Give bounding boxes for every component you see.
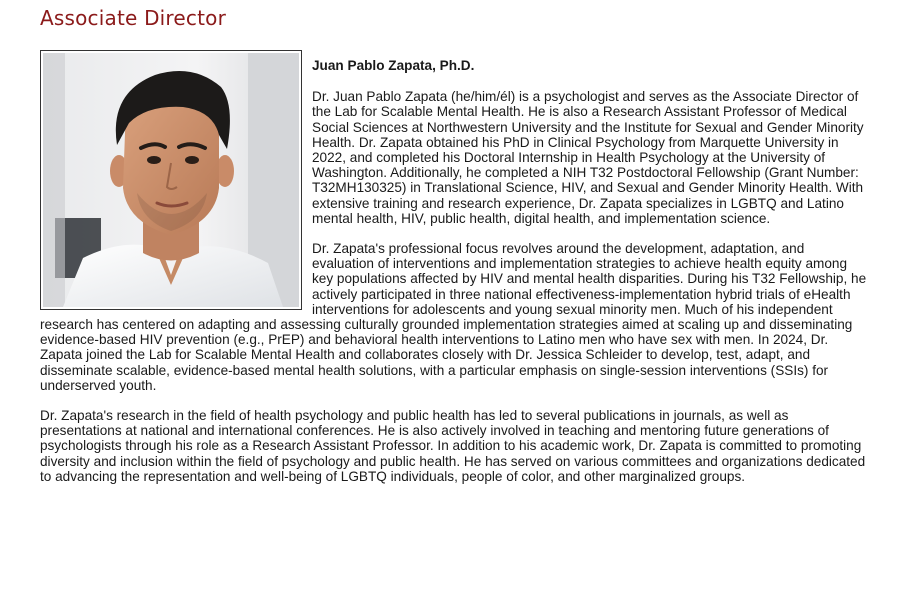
bio-paragraph-1: Dr. Juan Pablo Zapata (he/him/él) is a psychologist and serves as the Associate Director of the Lab for Scalable Mental Health. He is also a Research Assistant Professor of Medical Social Sciences at Northwestern University and the Institute for Sexual and Gender Minority Health. Dr. Zapata obtained his PhD in Clinical Psychology from Marquette University in 2022, and completed his Doctoral Internship in Health Psychology at the University of Washington. Additionally, he completed a NIH T32 Postdoctoral Fellowship (Grant Number: T32MH130325) in Translational Science, HIV, and Sexual and Gender Minority Health. With extensive training and research experience, Dr. Zapata specializes in LGBTQ and Latino mental health, HIV, public health, digital health, and implementation science.	[312, 89, 864, 226]
person-name: Juan Pablo Zapata, Ph.D.	[312, 58, 475, 73]
portrait-photo	[43, 53, 299, 307]
bio-paragraph-3: Dr. Zapata's research in the field of health psychology and public health has led to several publications in journals, as well as presentations at national and international conferences. He is also actively involved in teaching and mentoring future generations of psychologists through his role as a Research Assistant Professor. In addition to his academic work, Dr. Zapata is committed to promoting diversity and inclusion within the field of psychology and public health. He has served on various committees and organizations dedicated to advancing the representation and well-being of LGBTQ individuals, people of color, and other marginalized groups.	[40, 408, 866, 484]
section-title: Associate Director	[40, 6, 227, 30]
bio-block	[40, 50, 870, 499]
bio-paragraph-2: Dr. Zapata's professional focus revolves around the development, adaptation, and evaluation of interventions and implementation strategies to achieve health equity among key populations affected by HIV and mental health disparities. During his T32 Fellowship, he actively participated in three national effectiveness-implementation hybrid trials of eHealth interventions for adolescents and young sexual minority men. Much of his independent research has centered on adapting and assessing culturally grounded implementation strategies aimed at scaling up and disseminating evidence-based HIV prevention (e.g., PrEP) and behavioral health interventions to Latino men who have sex with men. In 2024, Dr. Zapata joined the Lab for Scalable Mental Health and collaborates closely with Dr. Jessica Schleider to develop, test, adapt, and disseminate scalable, evidence-based mental health solutions, with a particular emphasis on single-session interventions (SSIs) for underserved youth.	[40, 241, 867, 393]
portrait-photo-frame	[40, 50, 302, 310]
